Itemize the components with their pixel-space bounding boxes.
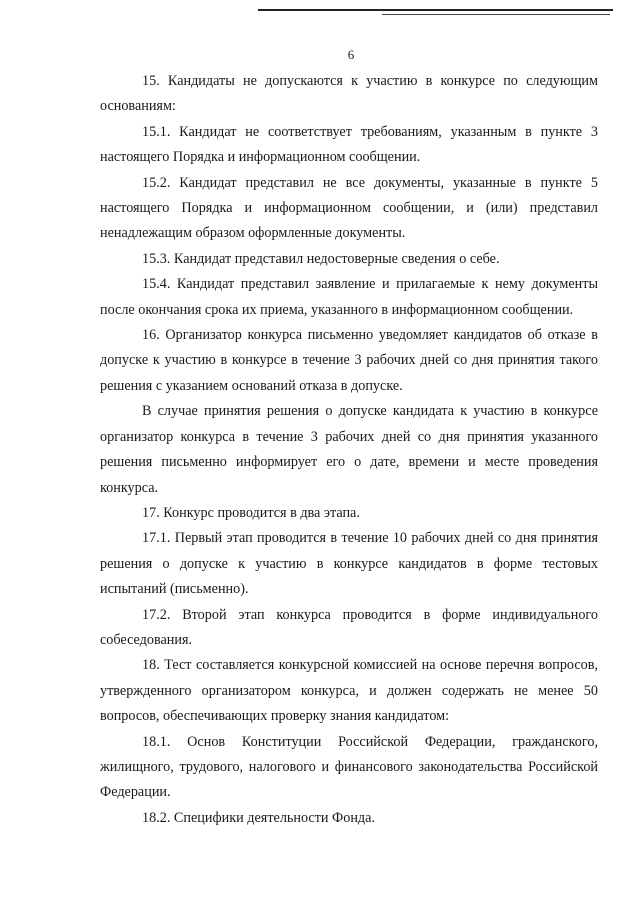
scan-edge-line [382, 14, 610, 15]
paragraph: 15.2. Кандидат представил не все документы, указанные в пункте 5 настоящего Порядка и информационном сообщении, и (или) представил ненадлежащим образом оформленные документы. [100, 174, 598, 242]
scan-edge-line [258, 9, 613, 11]
paragraph: В случае принятия решения о допуске кандидата к участию в конкурсе организатор конкурса в течение 3 рабочих дней со дня принятия указанного решения письменно информирует его о дате, времени и месте проведения конкурса. [100, 403, 598, 496]
paragraph: 17. Конкурс проводится в два этапа. [142, 504, 360, 521]
document-body [100, 69, 598, 831]
paragraph: 15. Кандидаты не допускаются к участию в конкурсе по следующим основаниям: [100, 73, 598, 115]
paragraph: 18.2. Специфики деятельности Фонда. [142, 809, 375, 826]
paragraph: 17.2. Второй этап конкурса проводится в форме индивидуального собеседования. [100, 606, 598, 648]
paragraph: 15.4. Кандидат представил заявление и прилагаемые к нему документы после окончания срока их приема, указанного в информационном сообщении. [100, 276, 598, 318]
paragraph: 16. Организатор конкурса письменно уведомляет кандидатов об отказе в допуске к участию в конкурсе в течение 3 рабочих дней со дня принятия такого решения с указанием оснований отказа в допуске. [100, 327, 598, 394]
paragraph: 17.1. Первый этап проводится в течение 10 рабочих дней со дня принятия решения о допуске к участию в конкурсе кандидатов в форме тестовых испытаний (письменно). [100, 530, 598, 598]
paragraph: 15.1. Кандидат не соответствует требованиям, указанным в пункте 3 настоящего Порядка и информационном сообщении. [100, 123, 598, 166]
paragraph: 18.1. Основ Конституции Российской Федерации, гражданского, жилищного, трудового, налогового и финансового законодательства Российской Федерации. [100, 733, 598, 801]
paragraph: 15.3. Кандидат представил недостоверные сведения о себе. [142, 250, 500, 267]
page-number: 6 [347, 47, 355, 62]
paragraph: 18. Тест составляется конкурсной комиссией на основе перечня вопросов, утвержденного организатором конкурса, и должен содержать не менее 50 вопросов, обеспечивающих проверку знания кандидатом: [100, 657, 598, 725]
